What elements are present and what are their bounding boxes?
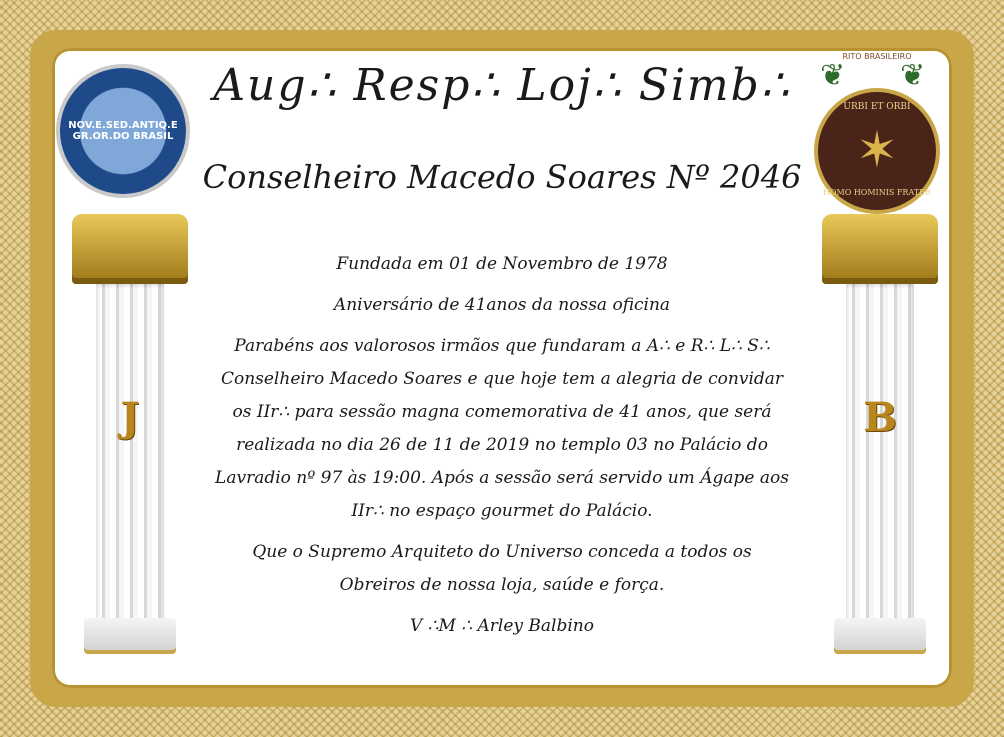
column-jachin <box>72 214 188 654</box>
seal-left-text: NOV.E.SED.ANTIQ.E GR.OR.DO BRASIL <box>68 120 178 142</box>
star-icon: ✶ <box>856 121 898 179</box>
column-base <box>84 618 176 654</box>
laurel-right-icon: ❦ <box>900 58 926 93</box>
lodge-name: Conselheiro Macedo Soares Nº 2046 <box>202 158 802 196</box>
column-shaft <box>96 284 164 624</box>
seal-right-bottom-text: HOMO HOMINIS FRATER <box>822 188 931 197</box>
column-shaft <box>846 284 914 624</box>
column-base <box>834 618 926 654</box>
blessing-paragraph: Que o Supremo Arquiteto do Universo conceda a todos os Obreiros de nossa loja, saúde e força. <box>252 542 752 595</box>
column-capital <box>72 214 188 284</box>
laurel-left-icon: ❦ <box>820 58 846 93</box>
heading-abbreviation: Aug∴ Resp∴ Loj∴ Simb∴ <box>213 60 791 111</box>
seal-right-top-text: URBI ET ORBI <box>843 102 911 112</box>
signature-line: V ∴M ∴ Arley Balbino <box>409 616 594 636</box>
anniversary-line: Aniversário de 41anos da nossa oficina <box>333 295 671 315</box>
column-letter-j: J <box>120 394 140 441</box>
founded-date: Fundada em 01 de Novembro de 1978 <box>336 254 668 274</box>
invitation-paragraph: Parabéns aos valorosos irmãos que fundaram a A∴ e R∴ L∴ S∴ Conselheiro Macedo Soares e que hoje tem a alegria de convidar os IIr∴ para sessão magna comemorativa de 41 anos, que será realizada no dia 26 de 11 de 2019 no templo 03 no Palácio do Lavradio nº 97 às 19:00. Após a sessão será servido um Ágape aos IIr∴ no espaço gourmet do Palácio. <box>215 336 789 521</box>
column-letter-b: B <box>863 394 897 441</box>
certificate-body <box>212 248 792 651</box>
rito-label: RITO BRASILEIRO <box>842 52 912 61</box>
column-capital <box>822 214 938 284</box>
column-boaz <box>822 214 938 654</box>
